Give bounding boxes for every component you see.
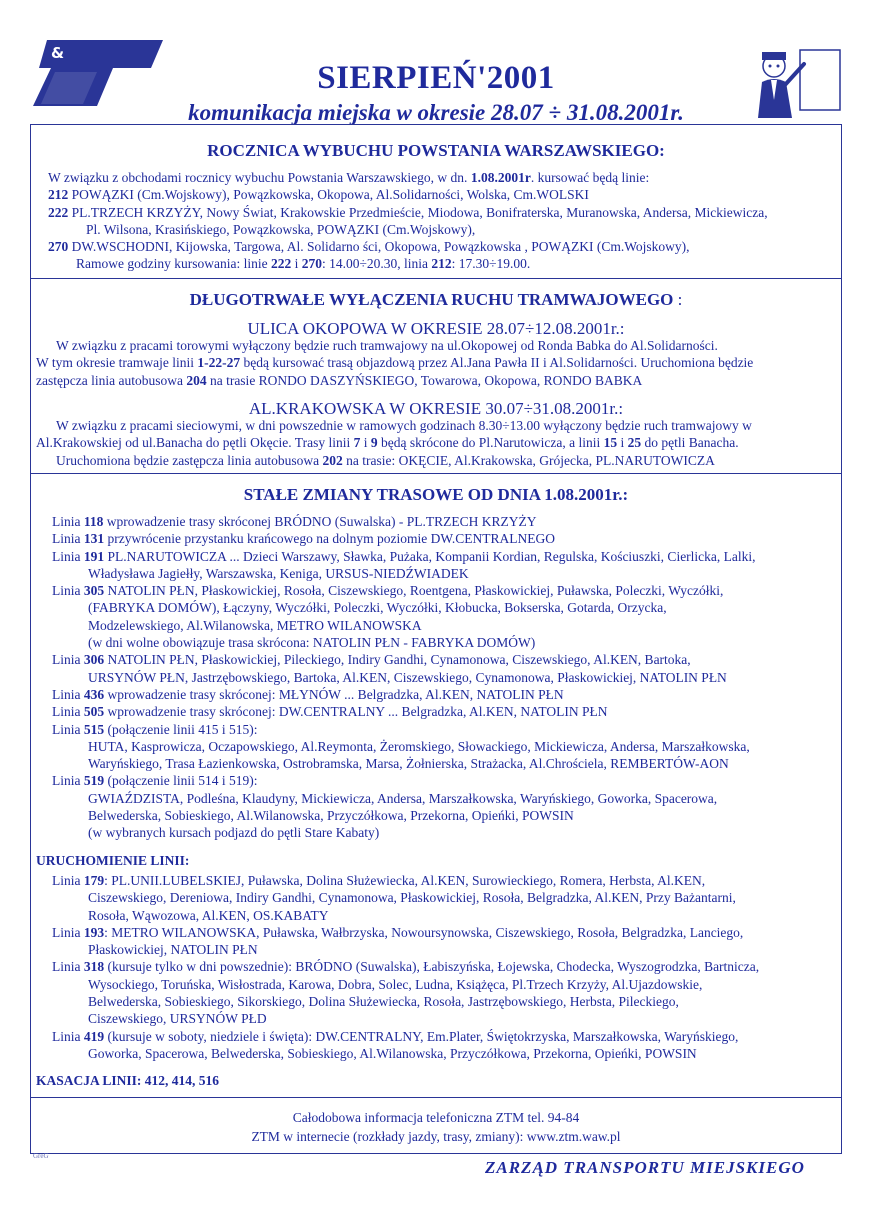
rocznica-line-222: 222 PL.TRZECH KRZYŻY, Nowy Świat, Krakowskie Przedmieście, Miodowa, Bonifraterska, Muranowska, Andersa, Mickiewicza, bbox=[48, 204, 768, 220]
footer-website: ZTM w internecie (rozkłady jazdy, trasy, zmiany): www.ztm.waw.pl bbox=[251, 1129, 621, 1144]
okopowa-line-3: zastępcza linia autobusowa 204 na trasie RONDO DASZYŃSKIEGO, Towarowa, Okopowa, RONDO BABKA bbox=[36, 372, 643, 388]
list-item-cont: Rosoła, Wąwozowa, Al.KEN, OS.KABATY bbox=[88, 907, 329, 923]
list-item: Linia 515 (połączenie linii 415 i 515): bbox=[52, 721, 258, 737]
list-item: Linia 306 NATOLIN PŁN, Płaskowickiej, Pileckiego, Indiry Gandhi, Cynamonowa, Ciszewskiego, Al.KEN, Bartoka, bbox=[52, 652, 691, 668]
list-item-cont: Belwederska, Sobieskiego, Al.Wilanowska, Przyczółkowa, Przekorna, Opieńki, POWSIN bbox=[88, 808, 574, 824]
rocznica-line-270: 270 DW.WSCHODNI, Kijowska, Targowa, Al. Solidarno ści, Okopowa, Powązkowska , POWĄZKI (Cm.Wojskowy), bbox=[48, 239, 690, 255]
list-item-cont: (w wybranych kursach podjazd do pętli Stare Kabaty) bbox=[88, 825, 380, 841]
list-item-cont: (FABRYKA DOMÓW), Łączyny, Wyczółki, Poleczki, Wyczółki, Kłobucka, Bokserska, Gotarda, Orzycka, bbox=[88, 600, 667, 616]
list-item-cont: (w dni wolne obowiązuje trasa skrócona: NATOLIN PŁN - FABRYKA DOMÓW) bbox=[88, 635, 536, 651]
footer-info bbox=[30, 1108, 842, 1146]
list-item-cont: HUTA, Kasprowicza, Oczapowskiego, Al.Reymonta, Żeromskiego, Słowackiego, Mickiewicza, Andersa, Marszałkowska, bbox=[88, 738, 750, 754]
list-item-cont: Belwederska, Sobieskiego, Sikorskiego, Dolina Służewiecka, Rosoła, Jastrzębowskiego, Herbsta, Pileckiego, bbox=[88, 994, 679, 1010]
list-item: Linia 179: PL.UNII.LUBELSKIEJ, Puławska, Dolina Służewiecka, Al.KEN, Surowieckiego, Romera, Herbsta, Al.KEN, bbox=[52, 873, 706, 888]
list-item: Linia 305 NATOLIN PŁN, Płaskowickiej, Rosoła, Ciszewskiego, Roentgena, Płaskowickiej, Puławska, Poleczki, Wyczółki, bbox=[52, 583, 724, 599]
okopowa-title: ULICA OKOPOWA W OKRESIE 28.07÷12.08.2001r.: bbox=[247, 319, 625, 338]
list-item: Linia 419 (kursuje w soboty, niedziele i święta): DW.CENTRALNY, Em.Plater, Świętokrzyska, Marszałkowska, Waryńskiego, bbox=[52, 1028, 739, 1044]
divider bbox=[30, 278, 842, 279]
rocznica-intro: W związku z obchodami rocznicy wybuchu Powstania Warszawskiego, w dn. 1.08.2001r. kursować będą linie: bbox=[48, 170, 650, 185]
launch-title: URUCHOMIENIE LINII: bbox=[36, 853, 190, 868]
section-title-changes: STAŁE ZMIANY TRASOWE OD DNIA 1.08.2001r.: bbox=[243, 485, 629, 504]
list-item-cont: URSYNÓW PŁN, Jastrzębowskiego, Bartoka, Al.KEN, Ciszewskiego, Cynamonowa, Płaskowickiej, NATOLIN PŁN bbox=[88, 669, 727, 685]
list-item: Linia 505 wprowadzenie trasy skróconej: DW.CENTRALNY ... Belgradzka, Al.KEN, NATOLIN PŁN bbox=[52, 704, 608, 720]
list-item-cont: Modzelewskiego, Al.Wilanowska, METRO WILANOWSKA bbox=[88, 617, 422, 633]
page-subtitle: komunikacja miejska w okresie 28.07 ÷ 31.08.2001r. bbox=[188, 100, 684, 125]
list-item-cont: Wysockiego, Toruńska, Wisłostrada, Karowa, Dobra, Solec, Ludna, Książęca, Pl.Trzech Krzyży, Al.Ujazdowskie, bbox=[88, 976, 703, 992]
list-item-cont: Waryńskiego, Trasa Łazienkowska, Ostrobramska, Marsa, Żołnierska, Strażacka, Al.Chrościela, REMBERTÓW-AON bbox=[88, 756, 729, 772]
svg-text:&: & bbox=[51, 44, 65, 62]
list-item: Linia 193: METRO WILANOWSKA, Puławska, Wałbrzyska, Nowoursynowska, Ciszewskiego, Rosoła, Belgradzka, Lanciego, bbox=[52, 924, 744, 940]
rocznica-hours: Ramowe godziny kursowania: linie 222 i 270: 14.00÷20.30, linia 212: 17.30÷19.00. bbox=[76, 256, 531, 272]
signature: GreG bbox=[33, 1152, 49, 1160]
page-title: SIERPIEŃ'2001 bbox=[317, 60, 555, 96]
list-item-cont: GWIAŹDZISTA, Podleśna, Klaudyny, Mickiewicza, Andersa, Marszałkowska, Waryńskiego, Goworka, Spacerowa, bbox=[88, 790, 718, 806]
krakowska-line-2: Al.Krakowskiej od ul.Banacha do pętli Okęcie. Trasy linii 7 i 9 będą skrócone do Pl.Narutowicza, a linii 15 i 25 do pętli Banacha. bbox=[36, 435, 739, 451]
changes-list bbox=[52, 513, 756, 842]
list-item-cont: Płaskowickiej, NATOLIN PŁN bbox=[88, 942, 258, 958]
krakowska-line-3: Uruchomiona będzie zastępcza linia autobusowa 202 na trasie: OKĘCIE, Al.Krakowska, Grójecka, PL.NARUTOWICZA bbox=[56, 452, 715, 468]
launch-list bbox=[52, 872, 759, 1062]
list-item: Linia 318 (kursuje tylko w dni powszednie): BRÓDNO (Suwalska), Łabiszyńska, Łojewska, Chodecka, Wyszogrodzka, Bartnicza, bbox=[52, 959, 760, 975]
rocznica-line-222-cont: Pl. Wilsona, Krasińskiego, Powązkowska, POWĄZKI (Cm.Wojskowy), bbox=[86, 221, 476, 237]
list-item-cont: Ciszewskiego, URSYNÓW PŁD bbox=[88, 1011, 267, 1027]
rocznica-line-212: 212 POWĄZKI (Cm.Wojskowy), Powązkowska, Okopowa, Al.Solidarności, Wolska, Cm.WOLSKI bbox=[48, 187, 589, 203]
kasacja-linii: KASACJA LINII: 412, 414, 516 bbox=[36, 1073, 220, 1088]
list-item: Linia 519 (połączenie linii 514 i 519): bbox=[52, 773, 258, 789]
list-item: Linia 131 przywrócenie przystanku krańcowego na dolnym poziomie DW.CENTRALNEGO bbox=[52, 531, 556, 547]
okopowa-line-2: W tym okresie tramwaje linii 1-22-27 będą kursować trasą objazdową przez Al.Jana Pawła II i Al.Solidarności. Uruchomiona będzie bbox=[36, 355, 754, 371]
section-title-tram: DŁUGOTRWAŁE WYŁĄCZENIA RUCHU TRAMWAJOWEGO : bbox=[189, 290, 683, 309]
krakowska-line-1: W związku z pracami sieciowymi, w dni powszednie w ramowych godzinach 8.30÷13.00 wyłączony będzie ruch tramwajowy w bbox=[56, 418, 752, 433]
okopowa-body bbox=[36, 337, 753, 389]
krakowska-title: AL.KRAKOWSKA W OKRESIE 30.07÷31.08.2001r.: bbox=[248, 399, 624, 418]
divider bbox=[30, 1097, 842, 1098]
list-item-cont: Władysława Jagiełły, Warszawska, Keniga, URSUS-NIEDŹWIADEK bbox=[88, 565, 469, 581]
rocznica-body bbox=[48, 169, 768, 273]
organization-name: ZARZĄD TRANSPORTU MIEJSKIEGO bbox=[485, 1158, 805, 1177]
divider bbox=[30, 473, 842, 474]
footer-phone: Całodobowa informacja telefoniczna ZTM tel. 94-84 bbox=[292, 1110, 580, 1125]
krakowska-body bbox=[36, 417, 752, 469]
list-item: Linia 191 PL.NARUTOWICZA ... Dzieci Warszawy, Sławka, Pużaka, Kompanii Kordian, Regulska, Kościuszki, Cierlicka, Lalki, bbox=[52, 548, 756, 564]
list-item-cont: Ciszewskiego, Dereniowa, Indiry Gandhi, Cynamonowa, Płaskowickiej, Rosoła, Belgradzka, Al.KEN, Przy Bażantarni, bbox=[88, 890, 736, 906]
section-title-rocznica: ROCZNICA WYBUCHU POWSTANIA WARSZAWSKIEGO: bbox=[207, 141, 665, 160]
list-item-cont: Goworka, Spacerowa, Belwederska, Sobieskiego, Al.Wilanowska, Przyczółkowa, Przekorna, Opieńki, POWSIN bbox=[88, 1045, 697, 1061]
list-item: Linia 436 wprowadzenie trasy skróconej: MŁYNÓW ... Belgradzka, Al.KEN, NATOLIN PŁN bbox=[52, 686, 564, 702]
okopowa-line-1: W związku z pracami torowymi wyłączony będzie ruch tramwajowy na ul.Okopowej od Ronda Babka do Al.Solidarności. bbox=[56, 338, 718, 353]
list-item: Linia 118 wprowadzenie trasy skróconej BRÓDNO (Suwalska) - PL.TRZECH KRZYŻY bbox=[52, 514, 537, 529]
